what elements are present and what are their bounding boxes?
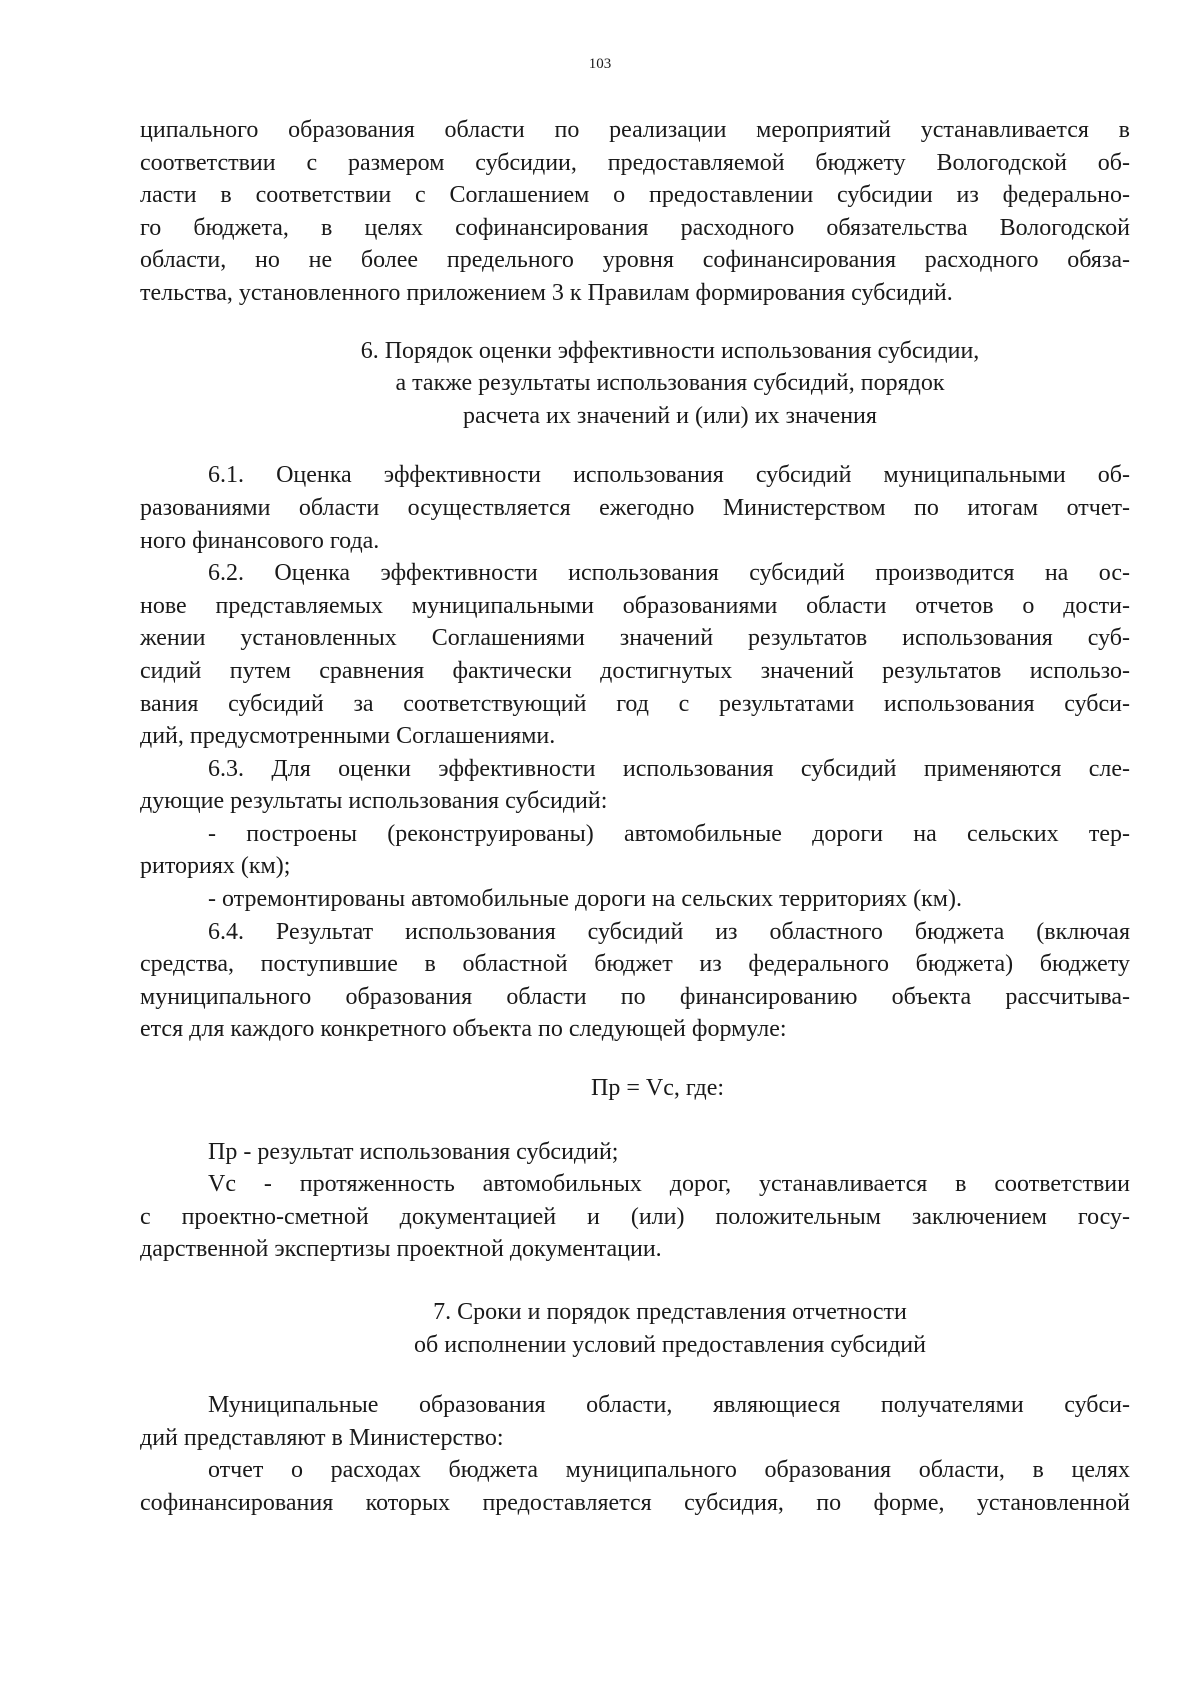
intro-paragraph <box>140 114 1130 310</box>
paragraph-6-4 <box>140 916 1130 1046</box>
intro-lines-line: го бюджета, в целях софинансирования расходного обязательства Вологодской <box>140 214 1130 241</box>
s7-p2-lines-line: софинансирования которых предоставляется субсидия, по форме, установленной <box>140 1489 1130 1516</box>
section-7-paragraph-1 <box>140 1389 1130 1454</box>
section-7-heading <box>270 1296 1070 1361</box>
intro-lines-line: ласти в соответствии с Соглашением о предоставлении субсидии из федерально- <box>140 182 1130 209</box>
def-pr-lines-line: Пр - результат использования субсидий; <box>208 1138 619 1165</box>
s7-p2-lines-line: отчет о расходах бюджета муниципального образования области, в целях <box>208 1457 1130 1484</box>
p62-lines-line: вания субсидий за соответствующий год с результатами использования субси- <box>140 690 1130 717</box>
def-vc-lines-line: дарственной экспертизы проектной документации. <box>140 1236 662 1263</box>
def-vc-lines-line: Vc - протяженность автомобильных дорог, устанавливается в соответствии <box>208 1171 1130 1198</box>
list-item-roads-repaired <box>140 883 1130 916</box>
p64-lines-line: средства, поступившие в областной бюджет из федерального бюджета) бюджету <box>140 951 1130 978</box>
definition-vc <box>140 1168 1130 1266</box>
definition-pr <box>140 1136 1130 1169</box>
p64-lines-line: муниципального образования области по финансированию объекта рассчитыва- <box>140 983 1130 1010</box>
intro-lines-line: тельства, установленного приложением 3 к Правилам формирования субсидий. <box>140 279 953 306</box>
s7-p1-lines-line: дий представляют в Министерство: <box>140 1424 504 1451</box>
def-vc-lines-line: с проектно-сметной документацией и (или) положительным заключением госу- <box>140 1203 1130 1230</box>
p61-lines-line: ного финансового года. <box>140 527 380 554</box>
intro-lines-line: ципального образования области по реализации мероприятий устанавливается в <box>140 117 1130 143</box>
intro-lines-line: соответствии с размером субсидии, предоставляемой бюджету Вологодской об- <box>140 149 1130 176</box>
section7-heading-lines-line: 7. Сроки и порядок представления отчетности <box>433 1299 907 1325</box>
p63-lines-line: дующие результаты использования субсидий: <box>140 788 608 815</box>
p64-lines-line: 6.4. Результат использования субсидий из областного бюджета (включая <box>208 918 1130 945</box>
formula: Пр = Vc, где: <box>591 1075 725 1102</box>
p64-lines-line: ется для каждого конкретного объекта по следующей формуле: <box>140 1016 787 1043</box>
intro-lines-line: области, но не более предельного уровня софинансирования расходного обяза- <box>140 247 1130 274</box>
section7-heading-lines-line: об исполнении условий предоставления субсидий <box>414 1331 926 1358</box>
p61-lines-line: 6.1. Оценка эффективности использования субсидий муниципальными об- <box>208 462 1130 489</box>
section6-heading-lines-line: 6. Порядок оценки эффективности использования субсидии, <box>360 337 980 364</box>
p63-item1-lines-line: риториях (км); <box>140 853 291 880</box>
p63-item2-lines-line: - отремонтированы автомобильные дороги на сельских территориях (км). <box>208 886 962 913</box>
list-item-roads-built <box>140 818 1130 883</box>
p63-lines-line: 6.3. Для оценки эффективности использования субсидий применяются сле- <box>208 755 1130 782</box>
p62-lines-line: сидий путем сравнения фактически достигнутых значений результатов использо- <box>140 657 1130 684</box>
s7-p1-lines-line: Муниципальные образования области, являющиеся получателями субси- <box>208 1392 1130 1419</box>
paragraph-6-2 <box>140 557 1130 753</box>
p62-lines-line: дий, предусмотренными Соглашениями. <box>140 723 556 750</box>
section6-heading-lines-line: а также результаты использования субсидий, порядок <box>395 370 945 397</box>
p61-lines-line: разованиями области осуществляется ежегодно Министерством по итогам отчет- <box>140 494 1130 521</box>
p62-lines-line: жении установленных Соглашениями значений результатов использования суб- <box>140 625 1130 652</box>
page-number: 103 <box>588 56 612 72</box>
p63-item1-lines-line: - построены (реконструированы) автомобильные дороги на сельских тер- <box>208 820 1130 847</box>
section6-heading-lines-line: расчета их значений и (или) их значения <box>463 402 877 429</box>
paragraph-6-1 <box>140 459 1130 557</box>
p62-lines-line: 6.2. Оценка эффективности использования субсидий производится на ос- <box>208 560 1130 587</box>
document-body <box>140 114 1130 1520</box>
section-7-paragraph-2 <box>140 1454 1130 1519</box>
p62-lines-line: нове представляемых муниципальными образованиями области отчетов о дости- <box>140 592 1130 619</box>
paragraph-6-3 <box>140 753 1130 818</box>
section-6-heading <box>270 335 1070 433</box>
